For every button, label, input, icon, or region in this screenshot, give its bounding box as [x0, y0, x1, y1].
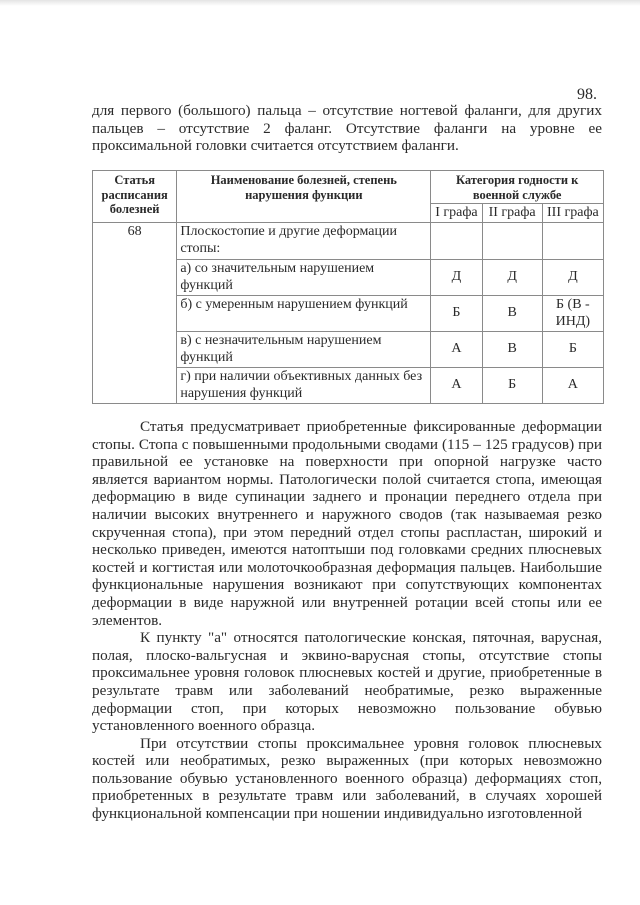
row-g1: Д [431, 260, 482, 296]
body-text [92, 418, 602, 823]
row-g3: А [542, 368, 603, 404]
row-g1: А [431, 332, 482, 368]
row-g2: Б [482, 368, 542, 404]
paragraph-absence-of-foot: При отсутствии стопы проксимальнее уровня головок плюсневых костей или необратимых, резко выраженных (при которых невозможно пользование обувью установленного военного образца) деформациях стоп, приобретенных в результате травм или заболеваний, в случаях хорошей функциональной компенсации при ношении индивидуально изготовленной [92, 734, 602, 823]
row-g3: Б (В - ИНД) [542, 296, 603, 332]
header-article: Статья расписания болезней [93, 171, 177, 223]
header-column-3: III графа [542, 204, 603, 223]
empty-cell [431, 223, 482, 260]
page-number: 98. [577, 86, 597, 103]
title-cell: Плоскостопие и другие деформации стопы: [177, 223, 431, 260]
header-column-2: II графа [482, 204, 542, 223]
row-g3: Д [542, 260, 603, 296]
empty-cell [542, 223, 603, 260]
article-number: 68 [93, 223, 177, 404]
row-name: а) со значительным нарушением функций [177, 260, 431, 296]
row-name: в) с незначительным нарушением функций [177, 332, 431, 368]
scan-top-edge [0, 0, 640, 6]
header-name: Наименование болезней, степень нарушения функции [177, 171, 431, 223]
row-g1: Б [431, 296, 482, 332]
row-g2: Д [482, 260, 542, 296]
table-row-title [93, 223, 604, 260]
row-g2: В [482, 296, 542, 332]
empty-cell [482, 223, 542, 260]
row-name: б) с умеренным нарушением функций [177, 296, 431, 332]
row-name: г) при наличии объективных данных без нарушения функций [177, 368, 431, 404]
header-column-1: I графа [431, 204, 482, 223]
intro-paragraph: для первого (большого) пальца – отсутствие ногтевой фаланги, для других пальцев – отсутствие 2 фаланг. Отсутствие фаланги на уровне ее проксимальной головки считается отсутствием фаланги. [92, 102, 602, 155]
row-g3: Б [542, 332, 603, 368]
paragraph-article-description: Статья предусматривает приобретенные фиксированные деформации стопы. Стопа с повышенными продольными сводами (115 – 125 градусов) при правильной ее установке на поверхности при опорной нагрузке часто является вариантом нормы. Патологически полой считается стопа, имеющая деформацию в виде супинации заднего и пронации переднего отдела при наличии высоких внутреннего и наружного сводов (так называемая резко скрученная стопа), при этом передний отдел стопы распластан, широкий и несколько приведен, имеются натоптыши под головками средних плюсневых костей и когтистая или молоточкообразная деформация пальцев. Наибольшие функциональные нарушения возникают при сопутствующих компонентах деформации в виде наружной или внутренней ротации всей стопы или ее элементов. [92, 418, 602, 629]
table-header-row [93, 171, 604, 204]
disease-schedule-table [92, 170, 604, 404]
row-g2: В [482, 332, 542, 368]
header-category: Категория годности к военной службе [431, 171, 604, 204]
paragraph-point-a: К пункту "а" относятся патологические конская, пяточная, варусная, полая, плоско-вальгусная и эквино-варусная стопы, отсутствие стопы проксимальнее уровня головок плюсневых костей и другие, приобретенные в результате травм или заболеваний необратимые, резко выраженные деформации стоп, при которых невозможно пользование обувью установленного военного образца. [92, 629, 602, 735]
row-g1: А [431, 368, 482, 404]
